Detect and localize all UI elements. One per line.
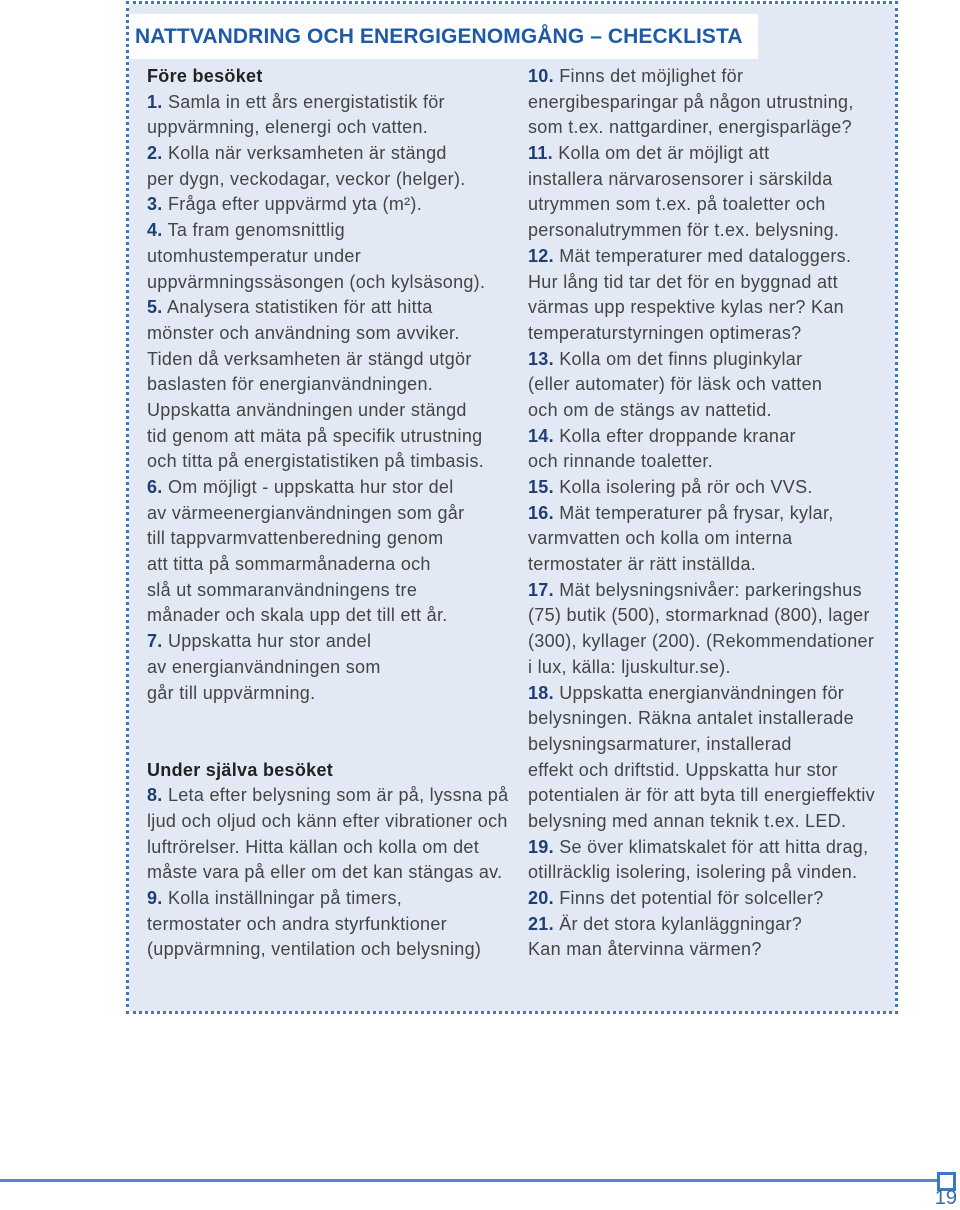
item-number: 15.	[528, 477, 554, 497]
page-title: NATTVANDRING OCH ENERGIGENOMGÅNG – CHECKLISTA	[135, 25, 743, 48]
item-text: Finns det potential för solceller?	[559, 888, 824, 908]
checklist-item-5	[147, 295, 517, 475]
checklist-item-16	[528, 501, 890, 578]
item-line: ljud och oljud och känn efter vibrationer och	[147, 810, 508, 831]
item-line: utomhustemperatur under	[147, 245, 362, 266]
item-line: temperaturstyrningen optimeras?	[528, 322, 802, 343]
item-line: utrymmen som t.ex. på toaletter och	[528, 194, 826, 215]
item-line	[528, 681, 890, 707]
item-line: per dygn, veckodagar, veckor (helger).	[147, 168, 466, 189]
title-strip	[129, 14, 758, 59]
item-line: slå ut sommaranvändningens tre	[147, 579, 418, 600]
item-text: Leta efter belysning som är på, lyssna på	[167, 785, 509, 806]
right-column	[528, 64, 890, 963]
item-line	[528, 244, 890, 270]
item-line: till tappvarmvattenberedning genom	[147, 528, 444, 549]
item-line: går till uppvärmning.	[147, 682, 316, 703]
item-number: 8.	[147, 785, 163, 806]
item-line: baslasten för energianvändningen.	[147, 374, 434, 395]
item-number: 5.	[147, 297, 163, 318]
item-line: av energianvändningen som	[147, 656, 381, 677]
item-line: termostater och andra styrfunktioner	[147, 913, 447, 934]
item-line: tid genom att mäta på specifik utrustning	[147, 425, 483, 446]
item-line	[528, 578, 890, 604]
item-line	[528, 912, 890, 938]
checklist-item-9	[147, 886, 517, 963]
item-line: energibesparingar på någon utrustning,	[528, 91, 854, 112]
item-line: och rinnande toaletter.	[528, 451, 714, 472]
item-number: 2.	[147, 143, 163, 164]
item-text: Ta fram genomsnittlig	[167, 220, 345, 241]
item-text: Kolla när verksamheten är stängd	[167, 143, 447, 164]
checklist-item-21	[528, 912, 890, 963]
item-line: i lux, källa: ljuskultur.se).	[528, 656, 731, 677]
checklist-item-15	[528, 475, 890, 501]
item-number: 14.	[528, 425, 554, 446]
item-line: som t.ex. nattgardiner, energisparläge?	[528, 117, 852, 138]
item-number: 13.	[528, 348, 554, 369]
item-number: 3.	[147, 194, 163, 215]
item-line	[528, 424, 890, 450]
item-line: och titta på energistatistiken på timbasis.	[147, 451, 485, 472]
item-line: luftrörelser. Hitta källan och kolla om det	[147, 836, 480, 857]
checklist-item-13	[528, 347, 890, 424]
item-line: installera närvarosensorer i särskilda	[528, 168, 833, 189]
item-line	[147, 886, 517, 912]
item-line: Tiden då verksamheten är stängd utgör	[147, 348, 472, 369]
item-line	[528, 835, 890, 861]
page-number: 19	[934, 1187, 957, 1209]
item-text: Mät belysningsnivåer: parkeringshus	[559, 579, 862, 600]
checklist-item-19	[528, 835, 890, 886]
checklist-item-11	[528, 141, 890, 244]
checklist-item-7	[147, 629, 517, 706]
item-line: potentialen är för att byta till energieffektiv	[528, 785, 875, 806]
item-text: Uppskatta energianvändningen för	[559, 682, 845, 703]
item-text: Uppskatta hur stor andel	[167, 631, 372, 652]
item-number: 11.	[528, 143, 553, 164]
checklist-item-3	[147, 192, 517, 218]
item-number: 10.	[528, 66, 554, 86]
checklist-item-12	[528, 244, 890, 347]
item-text: Är det stora kylanläggningar?	[559, 913, 803, 934]
item-number: 6.	[147, 477, 163, 497]
item-text: Samla in ett års energistatistik för	[167, 91, 445, 112]
item-line: av värmeenergianvändningen som går	[147, 502, 465, 523]
item-line	[528, 141, 890, 167]
item-text: Kolla om det är möjligt att	[558, 143, 770, 164]
item-line: uppvärmningssäsongen (och kylsäsong).	[147, 271, 486, 292]
item-number: 12.	[528, 245, 554, 266]
checklist-item-1	[147, 90, 517, 141]
item-line: uppvärmning, elenergi och vatten.	[147, 117, 429, 138]
item-line	[147, 629, 517, 655]
item-text: Analysera statistiken för att hitta	[166, 297, 433, 318]
item-line	[147, 192, 517, 218]
item-line	[528, 886, 890, 912]
item-line: varmvatten och kolla om interna	[528, 528, 793, 549]
item-number: 17.	[528, 579, 554, 600]
item-line: mönster och användning som avviker.	[147, 322, 460, 343]
left-column	[147, 64, 517, 963]
item-line: (eller automater) för läsk och vatten	[528, 374, 823, 395]
item-number: 20.	[528, 888, 554, 908]
item-text: Finns det möjlighet för	[559, 66, 744, 86]
item-line: (75) butik (500), stormarknad (800), lager	[528, 605, 870, 626]
item-line: att titta på sommarmånaderna och	[147, 554, 431, 575]
item-line	[147, 218, 517, 244]
checklist-item-6	[147, 475, 517, 629]
item-line: Uppskatta användningen under stängd	[147, 399, 467, 420]
item-line: personalutrymmen för t.ex. belysning.	[528, 220, 840, 241]
item-number: 18.	[528, 682, 554, 703]
item-line	[147, 141, 517, 167]
checklist-item-10	[528, 64, 890, 141]
checklist-item-18	[528, 681, 890, 835]
item-number: 7.	[147, 631, 163, 652]
item-line	[147, 783, 517, 809]
item-line: (300), kyllager (200). (Rekommendationer	[528, 631, 875, 652]
item-line: belysningsarmaturer, installerad	[528, 733, 792, 754]
checklist-item-14	[528, 424, 890, 475]
footer-rule	[0, 1179, 938, 1182]
item-line	[147, 475, 517, 501]
item-text: Kolla inställningar på timers,	[167, 888, 403, 909]
checklist-item-2	[147, 141, 517, 192]
item-line: termostater är rätt inställda.	[528, 554, 757, 575]
item-line: månader och skala upp det till ett år.	[147, 605, 448, 626]
checklist-item-20	[528, 886, 890, 912]
item-number: 19.	[528, 836, 554, 857]
item-line	[528, 64, 890, 90]
checklist-item-8	[147, 783, 517, 886]
item-line	[528, 475, 890, 501]
item-text: Kolla efter droppande kranar	[559, 425, 796, 446]
item-text: Mät temperaturer på frysar, kylar,	[559, 502, 834, 523]
item-text: Fråga efter uppvärmd yta (m²).	[167, 194, 423, 215]
item-text: Kolla isolering på rör och VVS.	[559, 477, 813, 497]
item-line: måste vara på eller om det kan stängas av.	[147, 862, 503, 883]
section-heading-during-visit: Under själva besöket	[147, 759, 334, 780]
item-text: Om möjligt - uppskatta hur stor del	[167, 477, 454, 497]
checklist-item-17	[528, 578, 890, 681]
item-line: (uppvärmning, ventilation och belysning)	[147, 939, 482, 960]
item-line: belysningen. Räkna antalet installerade	[528, 708, 854, 729]
item-line	[528, 347, 890, 373]
item-line	[528, 501, 890, 527]
item-number: 21.	[528, 913, 554, 934]
item-line: effekt och driftstid. Uppskatta hur stor	[528, 759, 838, 780]
item-line: otillräcklig isolering, isolering på vinden.	[528, 862, 858, 883]
item-text: Mät temperaturer med dataloggers.	[559, 245, 852, 266]
item-line	[147, 90, 517, 116]
item-line: värmas upp respektive kylas ner? Kan	[528, 297, 844, 318]
checklist-panel	[126, 1, 898, 1014]
section-heading-before-visit: Före besöket	[147, 66, 263, 86]
item-text: Kolla om det finns pluginkylar	[559, 348, 803, 369]
item-number: 16.	[528, 502, 554, 523]
item-line: Kan man återvinna värmen?	[528, 939, 762, 960]
item-line	[147, 295, 517, 321]
item-text: Se över klimatskalet för att hitta drag,	[559, 836, 869, 857]
item-line: belysning med annan teknik t.ex. LED.	[528, 810, 847, 831]
item-number: 9.	[147, 888, 163, 909]
checklist-item-4	[147, 218, 517, 295]
item-number: 1.	[147, 91, 163, 112]
item-line: och om de stängs av nattetid.	[528, 399, 772, 420]
item-line: Hur lång tid tar det för en byggnad att	[528, 271, 838, 292]
item-number: 4.	[147, 220, 163, 241]
